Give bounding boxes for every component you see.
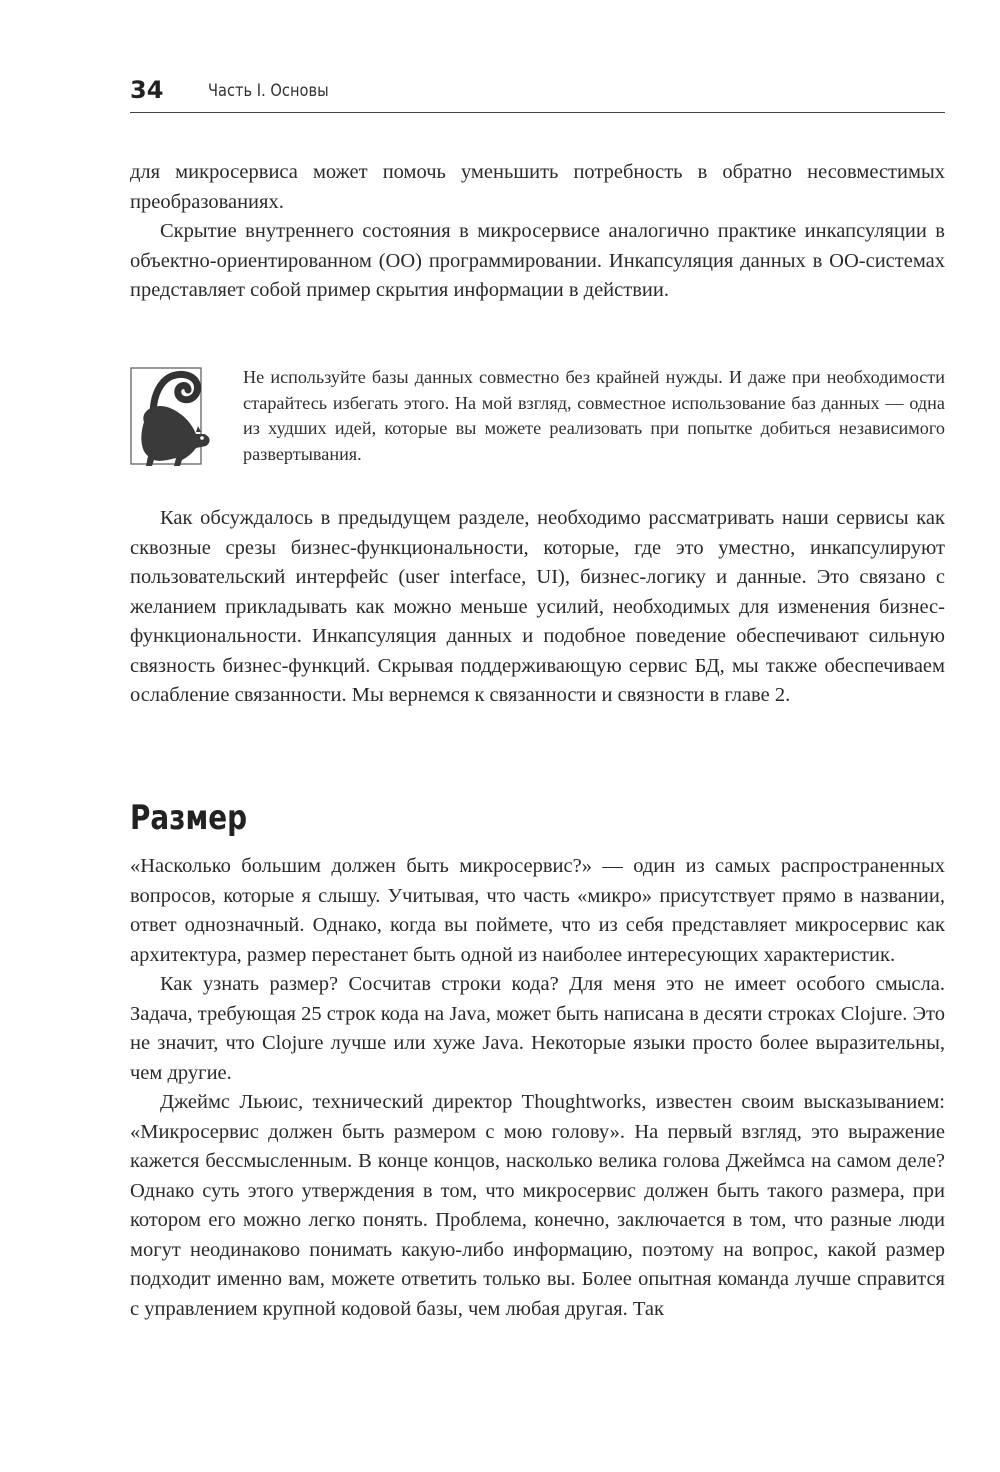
- text-block-middle: [130, 504, 945, 711]
- lemur-icon: [130, 362, 212, 470]
- book-page: [130, 0, 945, 1472]
- note-text: Не используйте базы данных совместно без крайней нужды. И даже при необходимости старайтесь избегать этого. На мой взгляд, совместное использование баз данных — одна из худших идей, которые вы можете реализовать при попытке добиться независимого развертывания.: [243, 367, 945, 464]
- section-heading: Размер: [130, 798, 248, 838]
- paragraph: Джеймс Льюис, технический директор Thoughtworks, известен своим высказыванием: «Микросервис должен быть размером с мою голову». На первый взгляд, это выражение кажется бессмысленным. В конце концов, насколько велика голова Джеймса на самом деле? Однако суть этого утверждения в том, что микросервис должен быть такого размера, при котором его можно легко понять. Проблема, конечно, заключается в том, что разные люди могут неодинаково понимать какую-либо информацию, поэтому на вопрос, какой размер подходит именно вам, можете ответить только вы. Более опытная команда лучше справится с управлением крупной кодовой базы, чем любая другая. Так: [130, 1091, 945, 1320]
- paragraph: «Насколько большим должен быть микросервис?» — один из самых распространенных вопросов, которые я слышу. Учитывая, что часть «микро» присутствует прямо в названии, ответ однозначный. Однако, когда вы поймете, что из себя представляет микросервис как архитектура, размер перестанет быть одной из наиболее интересующих характеристик.: [130, 855, 945, 966]
- page-number: 34: [130, 76, 164, 104]
- running-head: [130, 72, 945, 113]
- paragraph: для микросервиса может помочь уменьшить потребность в обратно несовместимых преобразованиях.: [130, 161, 945, 213]
- text-block-section: [130, 852, 945, 1324]
- paragraph: Как обсуждалось в предыдущем разделе, необходимо рассматривать наши сервисы как сквозные срезы бизнес-функциональности, которые, где это уместно, инкапсулируют пользовательский интерфейс (user interface, UI), бизнес-логику и данные. Это связано с желанием прикладывать как можно меньше усилий, необходимых для изменения бизнес-функциональности. Инкапсуляция данных и подобное поведение обеспечивают сильную связность бизнес-функций. Скрывая поддерживающую сервис БД, мы также обеспечиваем ослабление связанности. Мы вернемся к связанности и связности в главе 2.: [130, 507, 945, 706]
- paragraph: Как узнать размер? Сосчитав строки кода? Для меня это не имеет особого смысла. Задача, требующая 25 строк кода на Java, может быть написана в десяти строках Clojure. Это не значит, что Clojure лучше или хуже Java. Некоторые языки просто более выразительны, чем другие.: [130, 973, 945, 1084]
- part-title: Часть I. Основы: [208, 81, 329, 101]
- paragraph: Скрытие внутреннего состояния в микросервисе аналогично практике инкапсуляции в объектно-ориентированном (ОО) программировании. Инкапсуляция данных в ОО-системах представляет собой пример скрытия информации в действии.: [130, 220, 945, 301]
- note-callout: [130, 362, 945, 474]
- text-block-top: [130, 158, 945, 306]
